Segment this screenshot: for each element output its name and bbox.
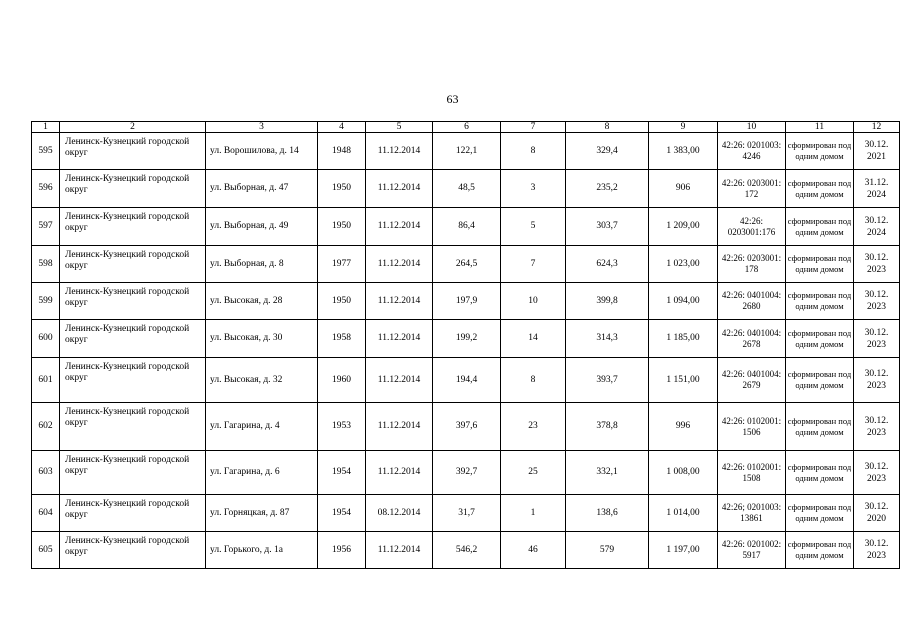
residents-cell: 1 (501, 495, 566, 532)
year-cell: 1948 (318, 133, 366, 170)
address-cell: ул. Выборная, д. 8 (206, 246, 318, 283)
table-row (32, 358, 900, 403)
row-number: 605 (32, 532, 60, 569)
area-cell: 397,6 (433, 403, 501, 451)
land-status-cell: сформирован под одним домом (786, 451, 854, 495)
row-number: 604 (32, 495, 60, 532)
municipality-cell: Ленинск-Кузнецкий городской округ (60, 133, 206, 170)
address-cell: ул. Гагарина, д. 4 (206, 403, 318, 451)
cadastral-number-cell: 42:26: 0401004: 2678 (718, 320, 786, 358)
table-row (32, 246, 900, 283)
year-cell: 1950 (318, 208, 366, 246)
residents-cell: 46 (501, 532, 566, 569)
municipality-cell: Ленинск-Кузнецкий городской округ (60, 170, 206, 208)
column-8-cell: 393,7 (566, 358, 649, 403)
column-9-cell: 1 209,00 (649, 208, 718, 246)
row-number: 602 (32, 403, 60, 451)
cadastral-number-cell: 42:26: 0401004: 2680 (718, 283, 786, 320)
table-row (32, 170, 900, 208)
column-8-cell: 378,8 (566, 403, 649, 451)
cadastral-number-cell: 42:26: 0102001: 1506 (718, 403, 786, 451)
date-cell: 11.12.2014 (366, 451, 433, 495)
deadline-cell: 31.12. 2024 (854, 170, 900, 208)
address-cell: ул. Высокая, д. 30 (206, 320, 318, 358)
municipality-cell: Ленинск-Кузнецкий городской округ (60, 358, 206, 403)
address-cell: ул. Выборная, д. 49 (206, 208, 318, 246)
address-cell: ул. Гагарина, д. 6 (206, 451, 318, 495)
address-cell: ул. Ворошилова, д. 14 (206, 133, 318, 170)
deadline-cell: 30.12. 2020 (854, 495, 900, 532)
cadastral-number-cell: 42:26: 0203001:176 (718, 208, 786, 246)
date-cell: 11.12.2014 (366, 320, 433, 358)
municipality-cell: Ленинск-Кузнецкий городской округ (60, 208, 206, 246)
date-cell: 11.12.2014 (366, 208, 433, 246)
year-cell: 1977 (318, 246, 366, 283)
column-8-cell: 624,3 (566, 246, 649, 283)
deadline-cell: 30.12. 2023 (854, 403, 900, 451)
table-row (32, 208, 900, 246)
residents-cell: 8 (501, 358, 566, 403)
area-cell: 194,4 (433, 358, 501, 403)
date-cell: 11.12.2014 (366, 403, 433, 451)
deadline-cell: 30.12. 2021 (854, 133, 900, 170)
date-cell: 11.12.2014 (366, 358, 433, 403)
land-status-cell: сформирован под одним домом (786, 246, 854, 283)
column-9-cell: 1 197,00 (649, 532, 718, 569)
area-cell: 197,9 (433, 283, 501, 320)
residents-cell: 14 (501, 320, 566, 358)
address-cell: ул. Высокая, д. 28 (206, 283, 318, 320)
cadastral-number-cell: 42:26: 0201002: 5917 (718, 532, 786, 569)
cadastral-number-cell: 42:26: 0203001: 178 (718, 246, 786, 283)
column-number: 6 (433, 122, 501, 133)
deadline-cell: 30.12. 2023 (854, 246, 900, 283)
area-cell: 122,1 (433, 133, 501, 170)
column-8-cell: 235,2 (566, 170, 649, 208)
table-row (32, 403, 900, 451)
row-number: 597 (32, 208, 60, 246)
date-cell: 11.12.2014 (366, 246, 433, 283)
year-cell: 1958 (318, 320, 366, 358)
column-number: 2 (60, 122, 206, 133)
residents-cell: 8 (501, 133, 566, 170)
residents-cell: 7 (501, 246, 566, 283)
area-cell: 264,5 (433, 246, 501, 283)
column-8-cell: 399,8 (566, 283, 649, 320)
land-status-cell: сформирован под одним домом (786, 133, 854, 170)
column-number: 4 (318, 122, 366, 133)
municipality-cell: Ленинск-Кузнецкий городской округ (60, 495, 206, 532)
table-body (32, 122, 900, 569)
municipality-cell: Ленинск-Кузнецкий городской округ (60, 403, 206, 451)
residents-cell: 5 (501, 208, 566, 246)
deadline-cell: 30.12. 2023 (854, 358, 900, 403)
date-cell: 11.12.2014 (366, 133, 433, 170)
residents-cell: 10 (501, 283, 566, 320)
column-number: 5 (366, 122, 433, 133)
address-cell: ул. Высокая, д. 32 (206, 358, 318, 403)
residents-cell: 25 (501, 451, 566, 495)
area-cell: 199,2 (433, 320, 501, 358)
column-number: 8 (566, 122, 649, 133)
cadastral-number-cell: 42:26: 0203001: 172 (718, 170, 786, 208)
year-cell: 1954 (318, 451, 366, 495)
row-number: 596 (32, 170, 60, 208)
column-8-cell: 314,3 (566, 320, 649, 358)
deadline-cell: 30.12. 2024 (854, 208, 900, 246)
residents-cell: 3 (501, 170, 566, 208)
table-row (32, 532, 900, 569)
column-9-cell: 1 094,00 (649, 283, 718, 320)
year-cell: 1953 (318, 403, 366, 451)
area-cell: 86,4 (433, 208, 501, 246)
column-number: 3 (206, 122, 318, 133)
address-cell: ул. Горняцкая, д. 87 (206, 495, 318, 532)
column-number: 7 (501, 122, 566, 133)
row-number: 600 (32, 320, 60, 358)
address-cell: ул. Горького, д. 1а (206, 532, 318, 569)
land-status-cell: сформирован под одним домом (786, 283, 854, 320)
column-9-cell: 1 383,00 (649, 133, 718, 170)
column-number-row (32, 122, 900, 133)
column-9-cell: 1 023,00 (649, 246, 718, 283)
date-cell: 11.12.2014 (366, 532, 433, 569)
year-cell: 1954 (318, 495, 366, 532)
housing-register-table (31, 121, 900, 569)
municipality-cell: Ленинск-Кузнецкий городской округ (60, 283, 206, 320)
date-cell: 08.12.2014 (366, 495, 433, 532)
area-cell: 48,5 (433, 170, 501, 208)
table-row (32, 133, 900, 170)
column-9-cell: 1 014,00 (649, 495, 718, 532)
column-number: 12 (854, 122, 900, 133)
column-8-cell: 332,1 (566, 451, 649, 495)
land-status-cell: сформирован под одним домом (786, 170, 854, 208)
municipality-cell: Ленинск-Кузнецкий городской округ (60, 451, 206, 495)
table-row (32, 495, 900, 532)
column-9-cell: 1 185,00 (649, 320, 718, 358)
year-cell: 1960 (318, 358, 366, 403)
row-number: 603 (32, 451, 60, 495)
column-8-cell: 329,4 (566, 133, 649, 170)
area-cell: 546,2 (433, 532, 501, 569)
table-row (32, 283, 900, 320)
land-status-cell: сформирован под одним домом (786, 403, 854, 451)
column-9-cell: 1 008,00 (649, 451, 718, 495)
year-cell: 1950 (318, 283, 366, 320)
year-cell: 1956 (318, 532, 366, 569)
date-cell: 11.12.2014 (366, 283, 433, 320)
land-status-cell: сформирован под одним домом (786, 320, 854, 358)
address-cell: ул. Выборная, д. 47 (206, 170, 318, 208)
column-9-cell: 1 151,00 (649, 358, 718, 403)
deadline-cell: 30.12. 2023 (854, 283, 900, 320)
deadline-cell: 30.12. 2023 (854, 451, 900, 495)
row-number: 598 (32, 246, 60, 283)
column-8-cell: 138,6 (566, 495, 649, 532)
residents-cell: 23 (501, 403, 566, 451)
column-number: 9 (649, 122, 718, 133)
column-9-cell: 906 (649, 170, 718, 208)
column-8-cell: 579 (566, 532, 649, 569)
page-number: 63 (446, 92, 459, 106)
year-cell: 1950 (318, 170, 366, 208)
table-row (32, 320, 900, 358)
row-number: 595 (32, 133, 60, 170)
row-number: 599 (32, 283, 60, 320)
cadastral-number-cell: 42:26: 0401004: 2679 (718, 358, 786, 403)
area-cell: 31,7 (433, 495, 501, 532)
municipality-cell: Ленинск-Кузнецкий городской округ (60, 246, 206, 283)
municipality-cell: Ленинск-Кузнецкий городской округ (60, 532, 206, 569)
row-number: 601 (32, 358, 60, 403)
column-number: 1 (32, 122, 60, 133)
cadastral-number-cell: 42:26: 0102001: 1508 (718, 451, 786, 495)
column-number: 10 (718, 122, 786, 133)
date-cell: 11.12.2014 (366, 170, 433, 208)
land-status-cell: сформирован под одним домом (786, 532, 854, 569)
deadline-cell: 30.12. 2023 (854, 320, 900, 358)
deadline-cell: 30.12. 2023 (854, 532, 900, 569)
land-status-cell: сформирован под одним домом (786, 495, 854, 532)
land-status-cell: сформирован под одним домом (786, 208, 854, 246)
table-row (32, 451, 900, 495)
cadastral-number-cell: 42:26: 0201003: 4246 (718, 133, 786, 170)
column-number: 11 (786, 122, 854, 133)
area-cell: 392,7 (433, 451, 501, 495)
column-8-cell: 303,7 (566, 208, 649, 246)
municipality-cell: Ленинск-Кузнецкий городской округ (60, 320, 206, 358)
column-9-cell: 996 (649, 403, 718, 451)
land-status-cell: сформирован под одним домом (786, 358, 854, 403)
cadastral-number-cell: 42:26; 0201003: 13861 (718, 495, 786, 532)
